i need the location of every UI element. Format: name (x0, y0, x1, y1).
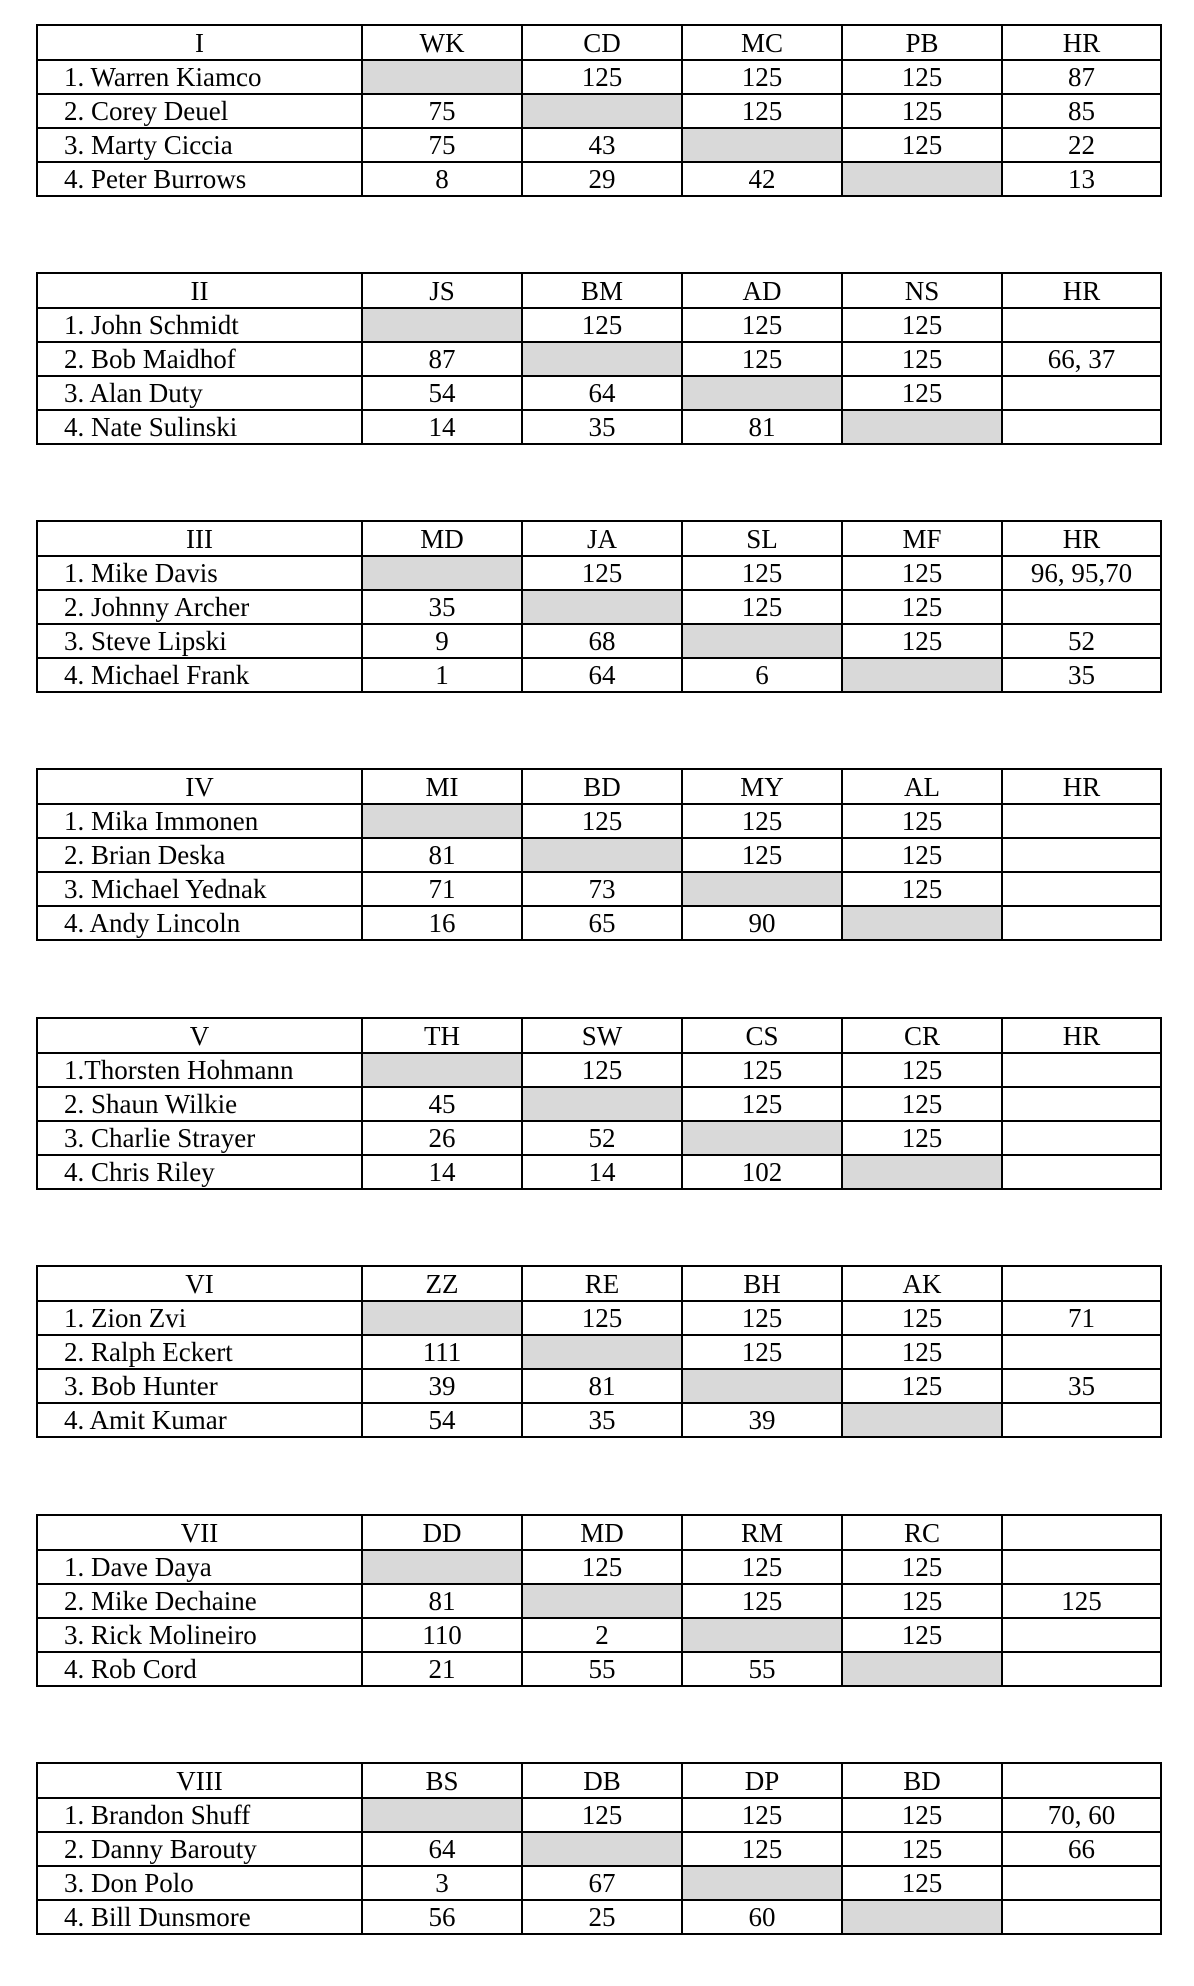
group-label: IV (37, 769, 362, 804)
self-match-cell (682, 376, 842, 410)
score-cell: 9 (362, 624, 522, 658)
high-run-cell (1002, 906, 1161, 940)
score-cell: 68 (522, 624, 682, 658)
self-match-cell (842, 1403, 1002, 1437)
player-name: 2. Bob Maidhof (37, 342, 362, 376)
score-cell: 125 (842, 1832, 1002, 1866)
column-header: MI (362, 769, 522, 804)
self-match-cell (842, 410, 1002, 444)
table-row (37, 556, 1161, 590)
player-name: 2. Corey Deuel (37, 94, 362, 128)
score-cell: 64 (362, 1832, 522, 1866)
score-cell: 35 (522, 1403, 682, 1437)
score-cell: 125 (842, 128, 1002, 162)
self-match-cell (522, 94, 682, 128)
score-cell: 64 (522, 658, 682, 692)
high-run-cell: 125 (1002, 1584, 1161, 1618)
player-name: 3. Rick Molineiro (37, 1618, 362, 1652)
high-run-cell: 87 (1002, 60, 1161, 94)
score-cell: 35 (522, 410, 682, 444)
player-name: 2. Danny Barouty (37, 1832, 362, 1866)
score-cell: 125 (522, 556, 682, 590)
player-name: 4. Chris Riley (37, 1155, 362, 1189)
player-name: 3. Charlie Strayer (37, 1121, 362, 1155)
score-cell: 55 (682, 1652, 842, 1686)
group-table (36, 1762, 1162, 1935)
score-cell: 14 (522, 1155, 682, 1189)
column-header: BM (522, 273, 682, 308)
self-match-cell (522, 1087, 682, 1121)
table-row (37, 1301, 1161, 1335)
high-run-cell (1002, 1652, 1161, 1686)
score-cell: 125 (682, 1798, 842, 1832)
score-cell: 67 (522, 1866, 682, 1900)
table-row (37, 1584, 1161, 1618)
high-run-cell (1002, 376, 1161, 410)
high-run-cell (1002, 1618, 1161, 1652)
high-run-cell: 66, 37 (1002, 342, 1161, 376)
score-cell: 54 (362, 1403, 522, 1437)
high-run-cell: 35 (1002, 658, 1161, 692)
score-cell: 73 (522, 872, 682, 906)
table-row (37, 590, 1161, 624)
table-row (37, 60, 1161, 94)
table-row (37, 1618, 1161, 1652)
high-run-cell (1002, 872, 1161, 906)
self-match-cell (362, 804, 522, 838)
score-cell: 21 (362, 1652, 522, 1686)
score-cell: 125 (682, 1550, 842, 1584)
table-row (37, 1832, 1161, 1866)
player-name: 4. Peter Burrows (37, 162, 362, 196)
self-match-cell (842, 658, 1002, 692)
player-name: 1.Thorsten Hohmann (37, 1053, 362, 1087)
score-cell: 55 (522, 1652, 682, 1686)
table-row (37, 1335, 1161, 1369)
score-cell: 125 (842, 1121, 1002, 1155)
score-cell: 125 (842, 804, 1002, 838)
score-cell: 125 (842, 1584, 1002, 1618)
score-cell: 3 (362, 1866, 522, 1900)
score-cell: 125 (842, 556, 1002, 590)
score-cell: 125 (842, 1866, 1002, 1900)
group-table (36, 1265, 1162, 1438)
column-header: PB (842, 25, 1002, 60)
player-name: 1. Zion Zvi (37, 1301, 362, 1335)
score-cell: 125 (682, 804, 842, 838)
high-run-cell (1002, 1053, 1161, 1087)
score-cell: 125 (842, 1550, 1002, 1584)
column-header: RM (682, 1515, 842, 1550)
self-match-cell (682, 128, 842, 162)
score-cell: 8 (362, 162, 522, 196)
group-table (36, 24, 1162, 197)
player-name: 1. Mika Immonen (37, 804, 362, 838)
column-header: BH (682, 1266, 842, 1301)
player-name: 1. Mike Davis (37, 556, 362, 590)
score-cell: 64 (522, 376, 682, 410)
header-row (37, 1763, 1161, 1798)
player-name: 4. Michael Frank (37, 658, 362, 692)
score-cell: 125 (842, 1335, 1002, 1369)
group-label: II (37, 273, 362, 308)
score-cell: 16 (362, 906, 522, 940)
player-name: 1. John Schmidt (37, 308, 362, 342)
group-label: I (37, 25, 362, 60)
self-match-cell (522, 590, 682, 624)
score-cell: 81 (362, 838, 522, 872)
self-match-cell (522, 1584, 682, 1618)
score-cell: 35 (362, 590, 522, 624)
player-name: 2. Mike Dechaine (37, 1584, 362, 1618)
column-header: MD (362, 521, 522, 556)
column-header: ZZ (362, 1266, 522, 1301)
high-run-cell (1002, 1335, 1161, 1369)
self-match-cell (362, 1053, 522, 1087)
self-match-cell (842, 162, 1002, 196)
table-row (37, 342, 1161, 376)
table-row (37, 1652, 1161, 1686)
score-cell: 87 (362, 342, 522, 376)
self-match-cell (522, 342, 682, 376)
player-name: 3. Bob Hunter (37, 1369, 362, 1403)
high-run-cell: 85 (1002, 94, 1161, 128)
score-cell: 125 (682, 590, 842, 624)
self-match-cell (362, 308, 522, 342)
score-cell: 6 (682, 658, 842, 692)
score-cell: 125 (842, 624, 1002, 658)
score-cell: 125 (842, 94, 1002, 128)
group-table (36, 768, 1162, 941)
score-cell: 1 (362, 658, 522, 692)
score-cell: 65 (522, 906, 682, 940)
score-cell: 102 (682, 1155, 842, 1189)
score-cell: 125 (522, 804, 682, 838)
high-run-cell: 71 (1002, 1301, 1161, 1335)
table-row (37, 1087, 1161, 1121)
table-row (37, 1550, 1161, 1584)
table-row (37, 1866, 1161, 1900)
column-header: HR (1002, 273, 1161, 308)
score-cell: 25 (522, 1900, 682, 1934)
score-cell: 29 (522, 162, 682, 196)
group-label: VII (37, 1515, 362, 1550)
score-cell: 39 (362, 1369, 522, 1403)
table-row (37, 838, 1161, 872)
self-match-cell (682, 1369, 842, 1403)
player-name: 4. Bill Dunsmore (37, 1900, 362, 1934)
high-run-cell (1002, 1403, 1161, 1437)
header-row (37, 25, 1161, 60)
score-cell: 45 (362, 1087, 522, 1121)
column-header: RE (522, 1266, 682, 1301)
column-header: HR (1002, 1018, 1161, 1053)
column-header (1002, 1266, 1161, 1301)
score-cell: 125 (682, 1584, 842, 1618)
column-header: MY (682, 769, 842, 804)
column-header: HR (1002, 521, 1161, 556)
score-cell: 26 (362, 1121, 522, 1155)
column-header: SW (522, 1018, 682, 1053)
group-table (36, 272, 1162, 445)
player-name: 4. Nate Sulinski (37, 410, 362, 444)
high-run-cell: 35 (1002, 1369, 1161, 1403)
score-cell: 125 (682, 342, 842, 376)
score-cell: 125 (842, 872, 1002, 906)
table-row (37, 1403, 1161, 1437)
column-header (1002, 1763, 1161, 1798)
self-match-cell (362, 556, 522, 590)
group-table (36, 520, 1162, 693)
score-cell: 125 (842, 342, 1002, 376)
score-cell: 54 (362, 376, 522, 410)
player-name: 1. Brandon Shuff (37, 1798, 362, 1832)
column-header: DD (362, 1515, 522, 1550)
score-cell: 125 (842, 1301, 1002, 1335)
column-header: CS (682, 1018, 842, 1053)
column-header: BD (522, 769, 682, 804)
column-header: DB (522, 1763, 682, 1798)
header-row (37, 1018, 1161, 1053)
score-cell: 14 (362, 1155, 522, 1189)
high-run-cell (1002, 804, 1161, 838)
score-cell: 125 (682, 94, 842, 128)
column-header: WK (362, 25, 522, 60)
player-name: 1. Dave Daya (37, 1550, 362, 1584)
score-cell: 125 (842, 1618, 1002, 1652)
column-header: RC (842, 1515, 1002, 1550)
header-row (37, 1266, 1161, 1301)
score-cell: 125 (682, 556, 842, 590)
self-match-cell (842, 906, 1002, 940)
score-cell: 42 (682, 162, 842, 196)
group-label: III (37, 521, 362, 556)
self-match-cell (842, 1155, 1002, 1189)
score-cell: 125 (842, 60, 1002, 94)
column-header (1002, 1515, 1161, 1550)
score-cell: 125 (522, 308, 682, 342)
player-name: 2. Johnny Archer (37, 590, 362, 624)
header-row (37, 769, 1161, 804)
column-header: NS (842, 273, 1002, 308)
score-cell: 125 (682, 308, 842, 342)
table-row (37, 162, 1161, 196)
table-row (37, 94, 1161, 128)
score-cell: 125 (682, 1335, 842, 1369)
self-match-cell (682, 1866, 842, 1900)
player-name: 2. Shaun Wilkie (37, 1087, 362, 1121)
self-match-cell (682, 1121, 842, 1155)
score-cell: 56 (362, 1900, 522, 1934)
score-cell: 110 (362, 1618, 522, 1652)
column-header: SL (682, 521, 842, 556)
score-cell: 81 (522, 1369, 682, 1403)
column-header: JA (522, 521, 682, 556)
score-cell: 90 (682, 906, 842, 940)
player-name: 3. Michael Yednak (37, 872, 362, 906)
column-header: BS (362, 1763, 522, 1798)
self-match-cell (522, 1832, 682, 1866)
self-match-cell (682, 1618, 842, 1652)
table-row (37, 906, 1161, 940)
score-cell: 125 (842, 590, 1002, 624)
self-match-cell (362, 60, 522, 94)
table-row (37, 376, 1161, 410)
score-cell: 81 (362, 1584, 522, 1618)
column-header: MF (842, 521, 1002, 556)
table-row (37, 1369, 1161, 1403)
score-cell: 14 (362, 410, 522, 444)
header-row (37, 273, 1161, 308)
table-row (37, 872, 1161, 906)
score-cell: 125 (842, 1087, 1002, 1121)
column-header: BD (842, 1763, 1002, 1798)
group-table (36, 1017, 1162, 1190)
high-run-cell (1002, 1550, 1161, 1584)
self-match-cell (682, 624, 842, 658)
self-match-cell (522, 838, 682, 872)
high-run-cell: 66 (1002, 1832, 1161, 1866)
table-row (37, 1053, 1161, 1087)
score-cell: 71 (362, 872, 522, 906)
high-run-cell (1002, 1121, 1161, 1155)
column-header: AL (842, 769, 1002, 804)
table-row (37, 1900, 1161, 1934)
score-cell: 125 (682, 60, 842, 94)
score-cell: 125 (682, 1301, 842, 1335)
score-cell: 2 (522, 1618, 682, 1652)
score-cell: 75 (362, 94, 522, 128)
table-row (37, 128, 1161, 162)
column-header: MD (522, 1515, 682, 1550)
high-run-cell: 22 (1002, 128, 1161, 162)
score-cell: 125 (522, 1301, 682, 1335)
high-run-cell (1002, 590, 1161, 624)
group-label: VIII (37, 1763, 362, 1798)
high-run-cell (1002, 410, 1161, 444)
table-row (37, 1121, 1161, 1155)
table-row (37, 624, 1161, 658)
player-name: 4. Rob Cord (37, 1652, 362, 1686)
score-cell: 39 (682, 1403, 842, 1437)
table-row (37, 658, 1161, 692)
table-row (37, 804, 1161, 838)
high-run-cell (1002, 1087, 1161, 1121)
high-run-cell (1002, 1900, 1161, 1934)
score-cell: 125 (682, 838, 842, 872)
high-run-cell (1002, 1866, 1161, 1900)
player-name: 3. Don Polo (37, 1866, 362, 1900)
group-table (36, 1514, 1162, 1687)
self-match-cell (362, 1550, 522, 1584)
table-row (37, 308, 1161, 342)
self-match-cell (522, 1335, 682, 1369)
column-header: CR (842, 1018, 1002, 1053)
group-label: V (37, 1018, 362, 1053)
table-row (37, 1155, 1161, 1189)
score-cell: 125 (682, 1053, 842, 1087)
self-match-cell (362, 1798, 522, 1832)
self-match-cell (842, 1652, 1002, 1686)
column-header: HR (1002, 25, 1161, 60)
score-cell: 43 (522, 128, 682, 162)
column-header: JS (362, 273, 522, 308)
high-run-cell (1002, 838, 1161, 872)
score-cell: 125 (682, 1832, 842, 1866)
high-run-cell: 13 (1002, 162, 1161, 196)
score-cell: 125 (842, 308, 1002, 342)
score-cell: 81 (682, 410, 842, 444)
column-header: AK (842, 1266, 1002, 1301)
player-name: 3. Steve Lipski (37, 624, 362, 658)
score-cell: 125 (522, 60, 682, 94)
score-cell: 125 (522, 1550, 682, 1584)
header-row (37, 521, 1161, 556)
score-cell: 60 (682, 1900, 842, 1934)
table-row (37, 410, 1161, 444)
column-header: AD (682, 273, 842, 308)
header-row (37, 1515, 1161, 1550)
player-name: 4. Andy Lincoln (37, 906, 362, 940)
group-label: VI (37, 1266, 362, 1301)
score-cell: 125 (682, 1087, 842, 1121)
column-header: MC (682, 25, 842, 60)
self-match-cell (842, 1900, 1002, 1934)
player-name: 1. Warren Kiamco (37, 60, 362, 94)
score-cell: 111 (362, 1335, 522, 1369)
score-cell: 125 (842, 1369, 1002, 1403)
high-run-cell: 70, 60 (1002, 1798, 1161, 1832)
high-run-cell: 96, 95,70 (1002, 556, 1161, 590)
player-name: 3. Alan Duty (37, 376, 362, 410)
score-cell: 125 (842, 1053, 1002, 1087)
score-cell: 125 (842, 1798, 1002, 1832)
score-cell: 75 (362, 128, 522, 162)
column-header: DP (682, 1763, 842, 1798)
self-match-cell (362, 1301, 522, 1335)
player-name: 4. Amit Kumar (37, 1403, 362, 1437)
score-cell: 125 (522, 1053, 682, 1087)
column-header: HR (1002, 769, 1161, 804)
score-cell: 125 (842, 376, 1002, 410)
self-match-cell (682, 872, 842, 906)
table-row (37, 1798, 1161, 1832)
player-name: 2. Brian Deska (37, 838, 362, 872)
player-name: 3. Marty Ciccia (37, 128, 362, 162)
high-run-cell (1002, 1155, 1161, 1189)
player-name: 2. Ralph Eckert (37, 1335, 362, 1369)
score-cell: 125 (522, 1798, 682, 1832)
column-header: TH (362, 1018, 522, 1053)
high-run-cell (1002, 308, 1161, 342)
score-cell: 52 (522, 1121, 682, 1155)
score-cell: 125 (842, 838, 1002, 872)
column-header: CD (522, 25, 682, 60)
high-run-cell: 52 (1002, 624, 1161, 658)
